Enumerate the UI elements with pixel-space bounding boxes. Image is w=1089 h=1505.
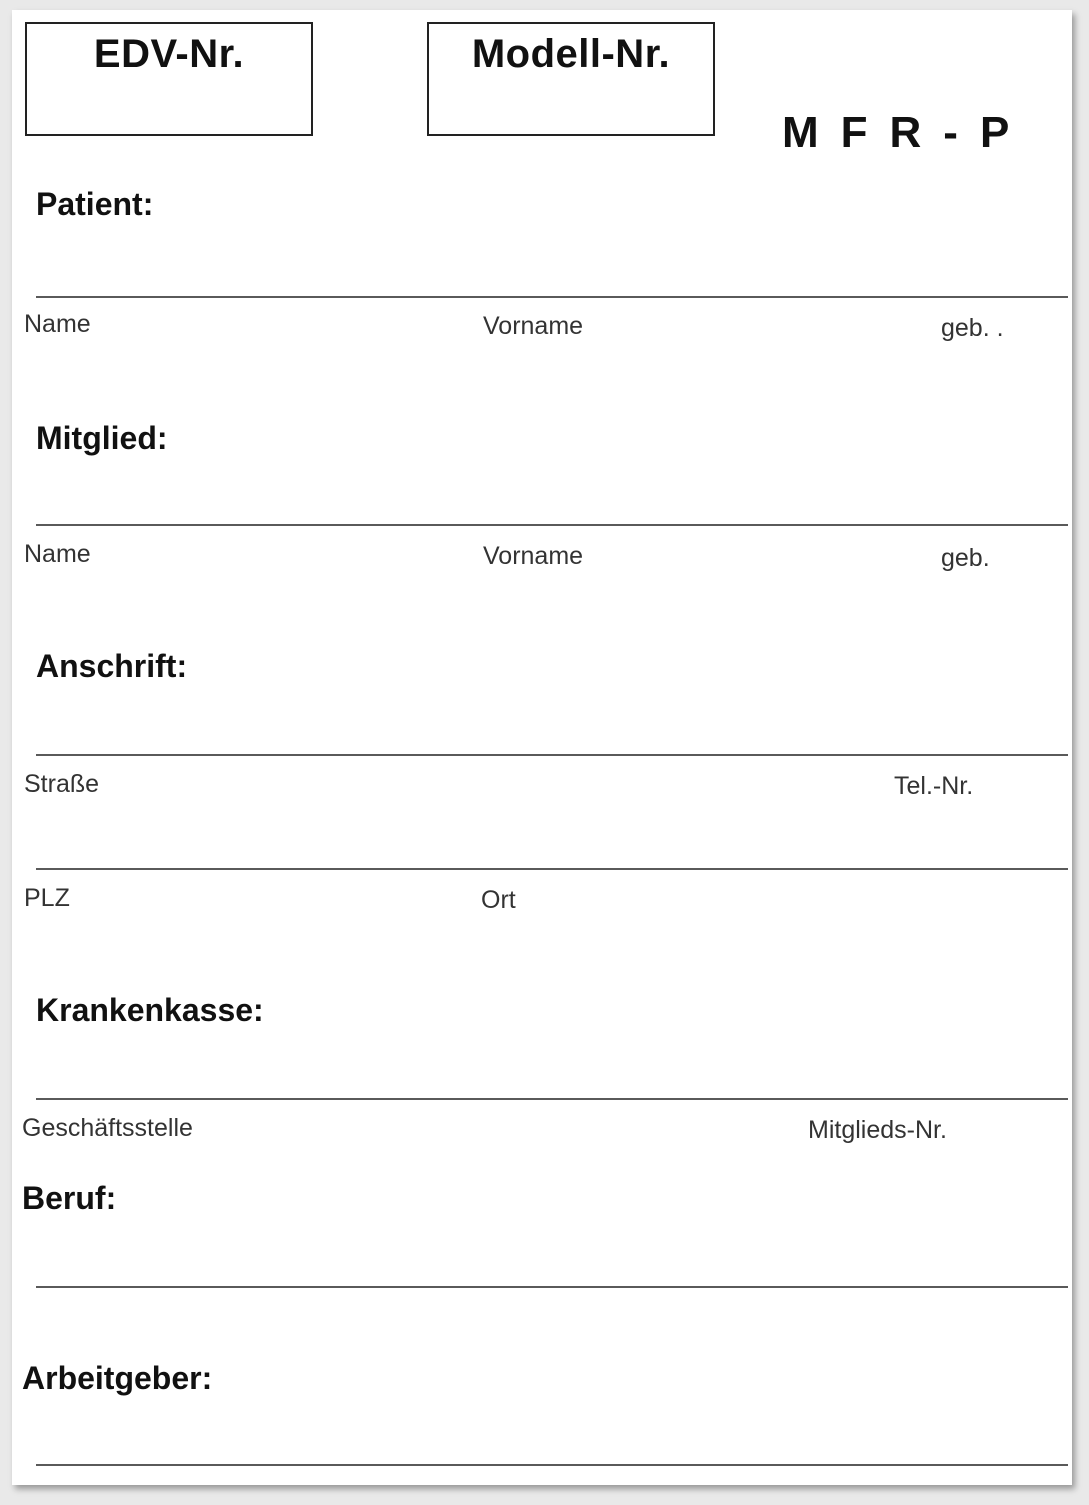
employer-line[interactable] xyxy=(36,1464,1068,1466)
patient-birth-label: geb. . xyxy=(941,314,1004,342)
employer-heading: Arbeitgeber: xyxy=(22,1360,213,1396)
form-card xyxy=(12,10,1072,1485)
patient-heading: Patient: xyxy=(36,186,154,222)
zip-label: PLZ xyxy=(24,884,70,912)
occupation-line[interactable] xyxy=(36,1286,1068,1288)
member-heading: Mitglied: xyxy=(36,420,168,456)
member-birth-label: geb. xyxy=(941,544,990,572)
insurer-line[interactable] xyxy=(36,1098,1068,1100)
street-label: Straße xyxy=(24,770,100,798)
city-label: Ort xyxy=(481,886,516,914)
address-city-line[interactable] xyxy=(36,868,1068,870)
patient-name-label: Name xyxy=(24,310,91,338)
occupation-heading: Beruf: xyxy=(22,1180,117,1216)
form-code: MFR-P xyxy=(782,108,1032,157)
address-heading: Anschrift: xyxy=(36,648,188,684)
address-street-line[interactable] xyxy=(36,754,1068,756)
patient-firstname-label: Vorname xyxy=(483,312,584,340)
member-name-label: Name xyxy=(24,540,91,568)
insurer-heading: Krankenkasse: xyxy=(36,992,264,1028)
member-line[interactable] xyxy=(36,524,1068,526)
branch-label: Geschäftsstelle xyxy=(22,1114,193,1142)
edv-number-box[interactable] xyxy=(25,22,313,136)
phone-label: Tel.-Nr. xyxy=(894,772,974,800)
model-number-box[interactable] xyxy=(427,22,715,136)
patient-line[interactable] xyxy=(36,296,1068,298)
model-number-label: Modell-Nr. xyxy=(471,32,671,76)
edv-number-label: EDV-Nr. xyxy=(93,32,245,76)
member-number-label: Mitglieds-Nr. xyxy=(808,1116,947,1144)
member-firstname-label: Vorname xyxy=(483,542,584,570)
